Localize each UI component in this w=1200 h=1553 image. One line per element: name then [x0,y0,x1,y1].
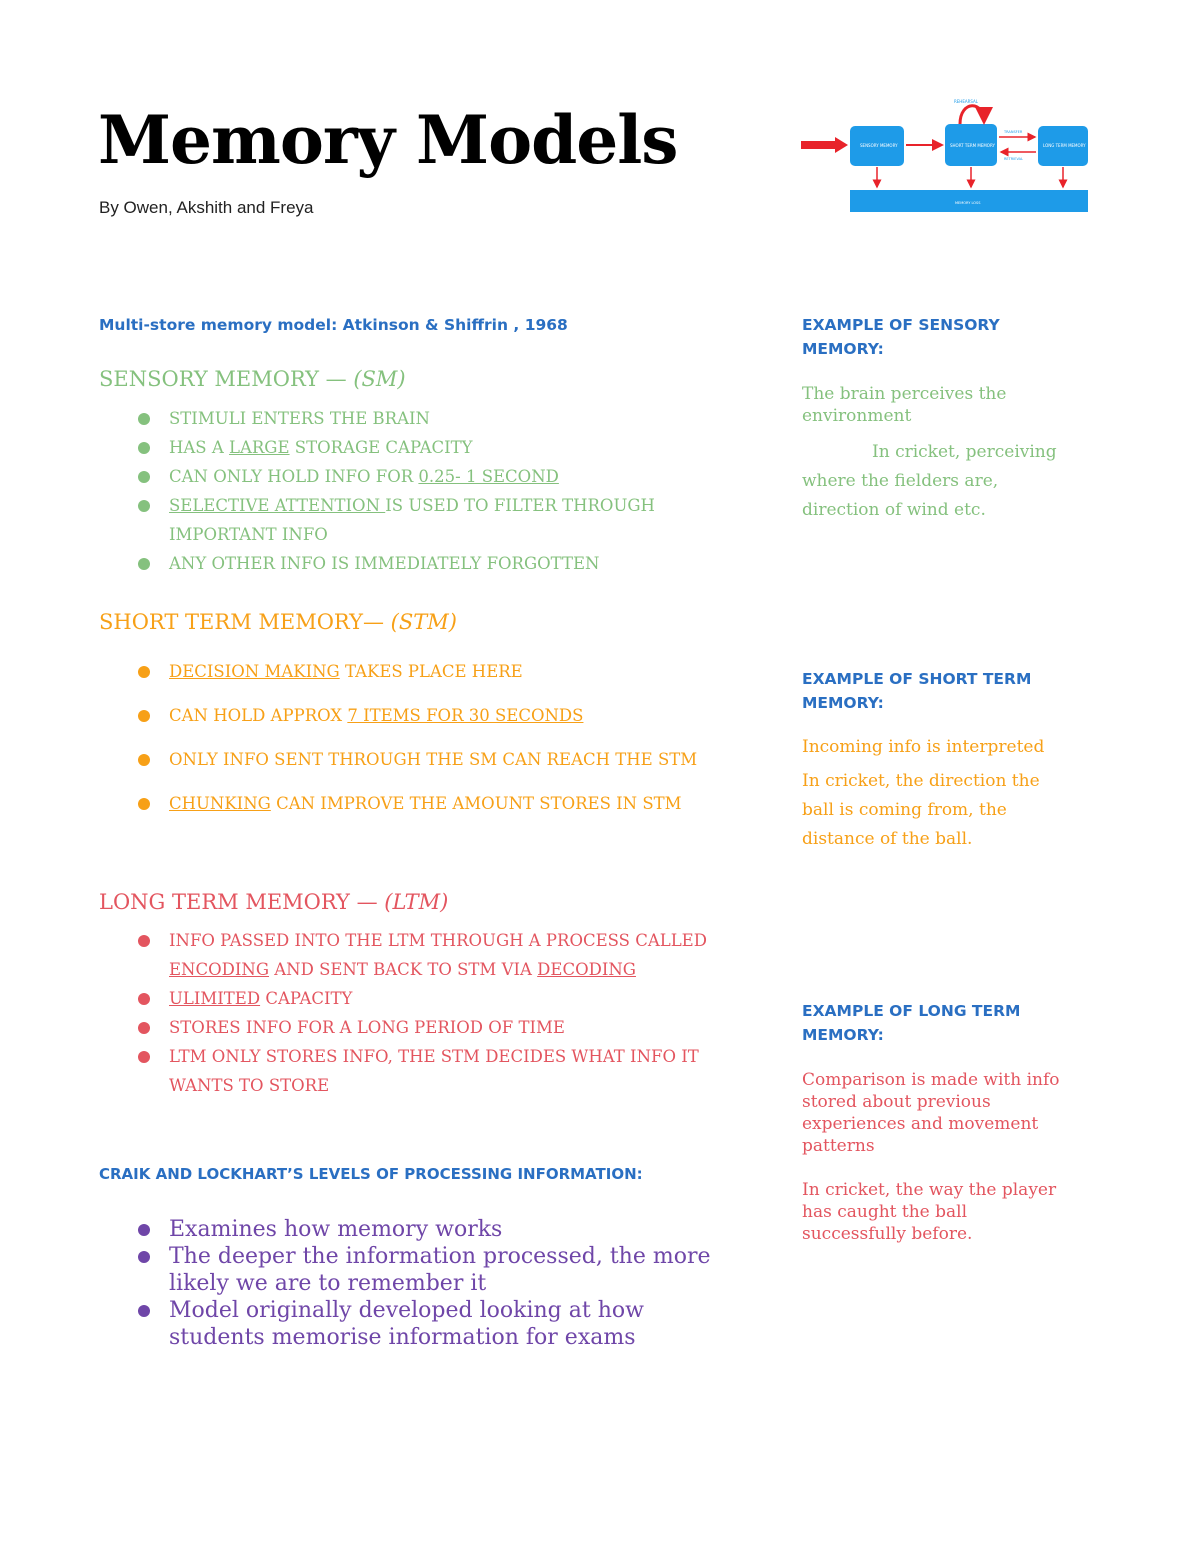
list-item: DECISION MAKING TAKES PLACE HERE [136,657,736,686]
sensory-memory-heading [99,367,406,391]
diagram-label-retrieval: RETRIEVAL [1004,157,1023,161]
ltm-example-text-1: Comparison is made with info stored about previous experiences and movement patterns [802,1070,1060,1156]
stm-list [136,657,736,833]
list-item: Model originally developed looking at how students memorise information for exams [136,1297,736,1351]
bullet-icon [138,1022,150,1034]
diagram-label-forgotten: MEMORY LOSS [955,201,981,205]
stm-example-text-1: Incoming info is interpreted [802,737,1045,757]
list-item: STORES INFO FOR A LONG PERIOD OF TIME [136,1013,716,1042]
stm-heading-abbr: (STM) [390,610,457,634]
bullet-icon [138,413,150,425]
diagram-label-transfer: TRANSFER [1004,130,1023,134]
ltm-example-heading: EXAMPLE OF LONG TERM MEMORY: [802,1002,1021,1044]
craik-lockhart-heading: CRAIK AND LOCKHART’S LEVELS OF PROCESSING INFORMATION: [99,1165,643,1183]
list-item: LTM ONLY STORES INFO, THE STM DECIDES WHAT INFO IT WANTS TO STORE [136,1042,716,1100]
list-item: CAN ONLY HOLD INFO FOR 0.25- 1 SECOND [136,462,676,491]
environmental-input-arrow [801,141,837,149]
list-item: ONLY INFO SENT THROUGH THE SM CAN REACH THE STM [136,745,736,774]
sensory-example-text-1: The brain perceives the environment [802,384,1007,426]
multi-store-model-diagram [798,94,1092,216]
stm-heading [99,610,457,634]
ltm-heading [99,890,448,914]
list-item: SELECTIVE ATTENTION IS USED TO FILTER THROUGH IMPORTANT INFO [136,491,676,549]
list-item: INFO PASSED INTO THE LTM THROUGH A PROCESS CALLED ENCODING AND SENT BACK TO STM VIA DECODING [136,926,716,984]
bullet-icon [138,710,150,722]
model-heading: Multi-store memory model: Atkinson & Shiffrin , 1968 [99,316,568,334]
list-item: STIMULI ENTERS THE BRAIN [136,404,676,433]
sensory-heading-text: SENSORY MEMORY — [99,367,354,391]
ltm-heading-text: LONG TERM MEMORY — [99,890,385,914]
bullet-icon [138,993,150,1005]
sensory-heading-abbr: (SM) [353,367,406,391]
list-item: HAS A LARGE STORAGE CAPACITY [136,433,676,462]
bullet-icon [138,1251,150,1263]
ltm-heading-abbr: (LTM) [384,890,449,914]
bullet-icon [138,754,150,766]
ltm-example-text-2: In cricket, the way the player has caught the ball successfully before. [802,1180,1057,1244]
bullet-icon [138,666,150,678]
diagram-label-rehearsal: REHEARSAL [954,99,978,104]
bullet-icon [138,500,150,512]
bullet-icon [138,1051,150,1063]
bullet-icon [138,798,150,810]
list-item: The deeper the information processed, the more likely we are to remember it [136,1243,736,1297]
byline: By Owen, Akshith and Freya [99,198,314,217]
craik-lockhart-list [136,1216,736,1351]
stm-heading-text: SHORT TERM MEMORY— [99,610,391,634]
ltm-list [136,926,716,1100]
stm-example-heading: EXAMPLE OF SHORT TERM MEMORY: [802,670,1032,712]
bullet-icon [138,558,150,570]
bullet-icon [138,471,150,483]
stm-example-text-2: In cricket, the direction the ball is coming from, the distance of the ball. [802,771,1040,849]
diagram-label-input: ENVIRONMENTAL INPUT [805,135,847,139]
sensory-example-heading: EXAMPLE OF SENSORY MEMORY: [802,316,1000,358]
bullet-icon [138,935,150,947]
bullet-icon [138,442,150,454]
sensory-memory-list [136,404,676,578]
diagram-label-long-term: LONG TERM MEMORY [1043,143,1086,148]
list-item: Examines how memory works [136,1216,736,1243]
list-item: ANY OTHER INFO IS IMMEDIATELY FORGOTTEN [136,549,676,578]
bullet-icon [138,1305,150,1317]
rehearsal-loop [960,106,984,124]
list-item: CHUNKING CAN IMPROVE THE AMOUNT STORES IN STM [136,789,736,818]
list-item: ULIMITED CAPACITY [136,984,716,1013]
diagram-label-short-term: SHORT TERM MEMORY [950,143,995,148]
diagram-label-sensory: SENSORY MEMORY [860,143,898,148]
page-title: Memory Models [98,101,678,179]
sensory-example-text-2: In cricket, perceiving where the fielders are, direction of wind etc. [802,442,1057,520]
list-item: CAN HOLD APPROX 7 ITEMS FOR 30 SECONDS [136,701,736,730]
bullet-icon [138,1224,150,1236]
